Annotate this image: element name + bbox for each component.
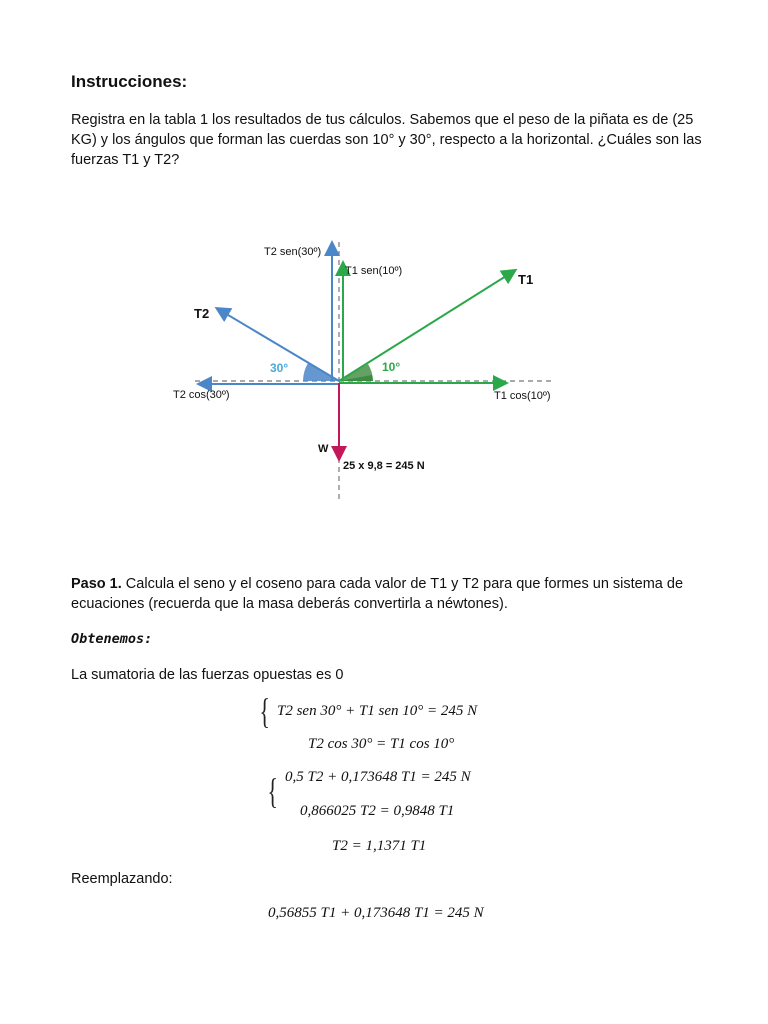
t2-cos-label: T2 cos(30º)	[173, 389, 230, 401]
t2-sen-label: T2 sen(30º)	[264, 246, 322, 258]
t1-sen-label: T1 sen(10º)	[345, 265, 403, 277]
equation-3: 0,5 T2 + 0,173648 T1 = 245 N	[285, 769, 471, 785]
paso-1-paragraph	[71, 574, 711, 614]
equation-1: T2 sen 30° + T1 sen 10° = 245 N	[277, 703, 478, 719]
page-title: Instrucciones:	[71, 72, 188, 91]
equation-5: T2 = 1,1371 T1	[332, 838, 427, 854]
t1-vector	[339, 271, 514, 381]
sumatoria-text: La sumatoria de las fuerzas opuestas es 0	[71, 667, 344, 683]
angle-30-label: 30°	[270, 361, 289, 375]
system-1-brace: {	[259, 691, 270, 731]
reemplazando-text: Reemplazando:	[71, 871, 173, 887]
equation-2: T2 cos 30° = T1 cos 10°	[308, 736, 455, 752]
angle-10-label: 10°	[382, 360, 401, 374]
system-2-brace: {	[267, 771, 278, 811]
weight-label: 25 x 9,8 = 245 N	[343, 460, 425, 472]
force-diagram	[0, 230, 768, 510]
paso-1-text: Calcula el seno y el coseno para cada valor de T1 y T2 para que formes un sistema de ecuaciones (recuerda que la masa deberás convertirla a néwtones).	[71, 576, 684, 612]
t1-cos-label: T1 cos(10º)	[494, 390, 551, 402]
intro-paragraph: Registra en la tabla 1 los resultados de tus cálculos. Sabemos que el peso de la piñata es de (25 KG) y los ángulos que forman las cuerdas son 10° y 30°, respecto a la horizontal. ¿Cuáles son las fuerzas T1 y T2?	[71, 112, 702, 168]
t2-label: T2	[194, 306, 210, 321]
w-label: W	[318, 443, 329, 455]
obtenemos-heading: Obtenemos:	[71, 631, 153, 647]
paso-1-label: Paso 1.	[71, 576, 122, 592]
equation-6: 0,56855 T1 + 0,173648 T1 = 245 N	[268, 905, 484, 921]
t1-label: T1	[518, 272, 534, 287]
equation-4: 0,866025 T2 = 0,9848 T1	[300, 803, 455, 819]
